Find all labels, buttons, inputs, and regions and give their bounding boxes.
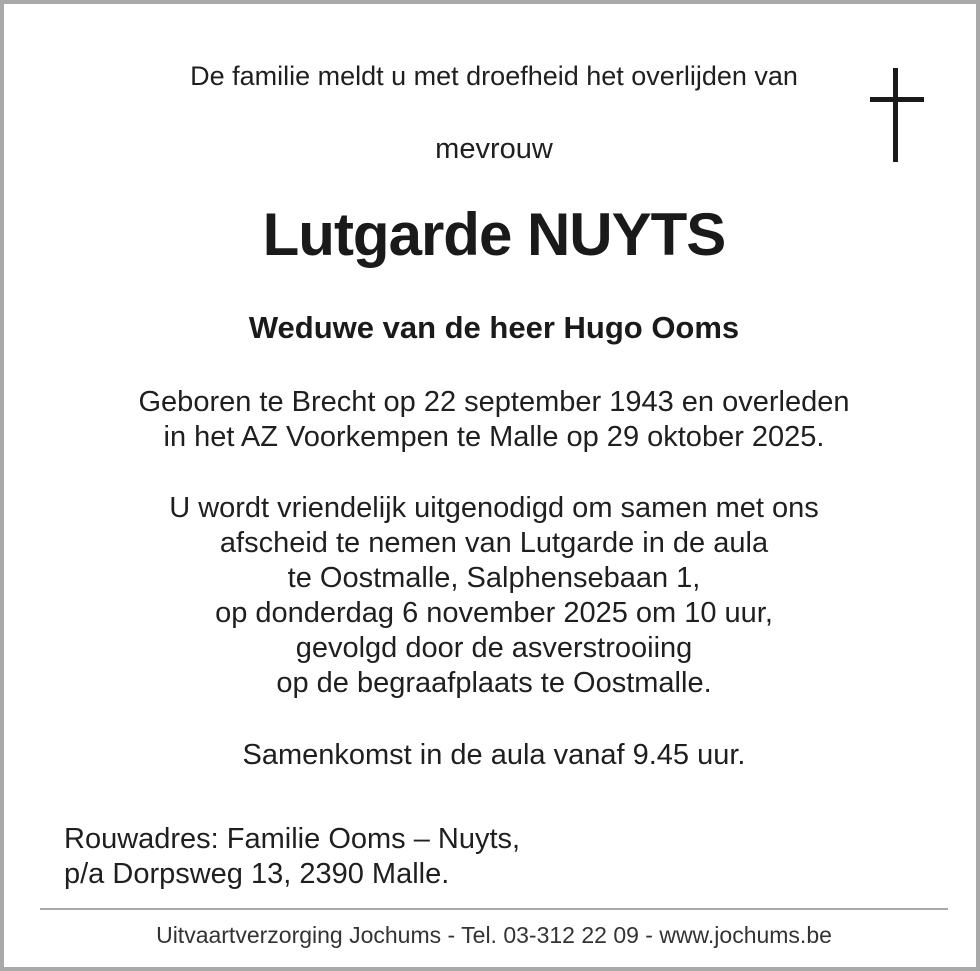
footer-divider [40, 908, 948, 910]
widow-of-text: Weduwe van de heer Hugo Ooms [248, 310, 740, 345]
invitation-line: te Oostmalle, Salphensebaan 1, [287, 562, 701, 594]
address-line: Rouwadres: Familie Ooms – Nuyts, [64, 823, 521, 855]
mourning-address [64, 822, 520, 892]
deceased-name: Lutgarde NUYTS [262, 201, 726, 268]
invitation-line: op donderdag 6 november 2025 om 10 uur, [215, 597, 773, 629]
birth-line: Geboren te Brecht op 22 september 1943 en overleden [138, 386, 850, 418]
honorific-title: mevrouw [435, 133, 553, 165]
death-line: in het AZ Voorkempen te Malle op 29 oktober 2025. [163, 421, 825, 453]
address-line: p/a Dorpsweg 13, 2390 Malle. [64, 858, 450, 890]
invitation-line: gevolgd door de asverstrooiing [295, 632, 693, 664]
intro-text: De familie meldt u met droefheid het overlijden van [190, 61, 798, 91]
invitation-line: op de begraafplaats te Oostmalle. [276, 667, 712, 699]
funeral-home-footer: Uitvaartverzorging Jochums - Tel. 03-312 22 09 - www.jochums.be [156, 922, 832, 948]
invitation-paragraph [4, 491, 980, 701]
cross-horizontal-bar [870, 97, 924, 102]
invitation-line: U wordt vriendelijk uitgenodigd om samen met ons [169, 492, 819, 524]
birth-death-paragraph [4, 385, 980, 455]
gathering-text: Samenkomst in de aula vanaf 9.45 uur. [242, 739, 746, 771]
invitation-line: afscheid te nemen van Lutgarde in de aula [219, 527, 769, 559]
